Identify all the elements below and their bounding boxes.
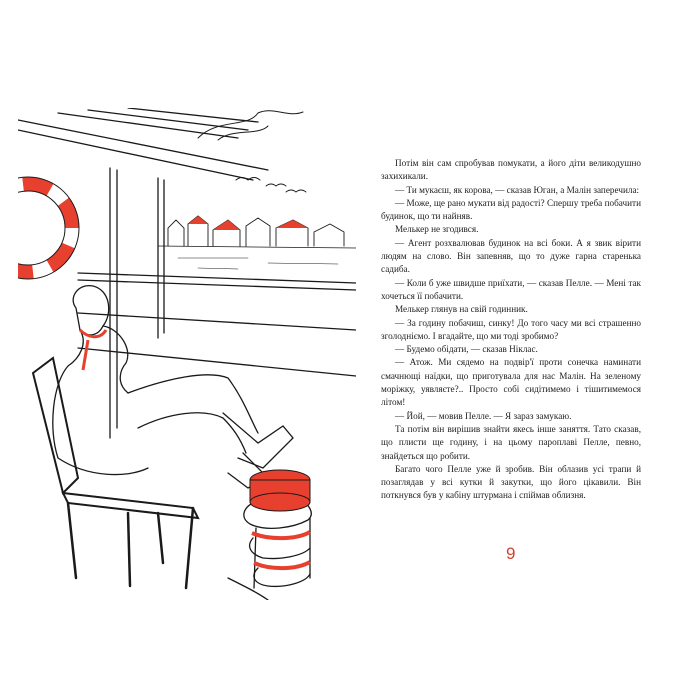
paragraph: Мелькер глянув на свій годинник.	[395, 304, 528, 315]
chair-seat	[63, 493, 198, 518]
paragraph: — Агент розхвалював будинок на всі боки. А я звик вірити людям на слово. Він запевняв, що то дуже гарна старенька садиба.	[381, 237, 641, 275]
paragraph: Мелькер не згодився.	[395, 224, 479, 235]
paragraph: — Будемо обідати, — сказав Ніклас.	[395, 344, 538, 355]
steamboat-deck-drawing	[18, 108, 356, 600]
paragraph: — Йой, — мовив Пелле. — Я зараз замукаю.	[395, 410, 572, 421]
paragraph: — Атож. Ми сядемо на подвір'ї проти сонечка наминати смачнющі наїдки, що приготувала для нас Малін. На зеленому моріжку, уявляєте?.. Просто собі сидітимемо і тішитимемося літом!	[381, 357, 641, 408]
man-torso	[53, 330, 148, 475]
paragraph: — Може, ще рано мукати від радості? Спершу треба побачити будинок, що ти найняв.	[381, 197, 641, 222]
paragraph: Та потім він вирішив знайти якесь інше заняття. Тато сказав, що плисти ще годину, і на цьому пароплаві Пелле, певно, знайдеться що робити.	[381, 423, 641, 461]
man-boots	[223, 413, 293, 468]
page-number: 9	[506, 544, 516, 563]
page-text-body	[381, 157, 641, 503]
paragraph: Потім він сам спробував помукати, а його діти великодушно захихикали.	[381, 158, 641, 182]
paragraph: — Ти мукаєш, як корова, — сказав Юган, а Малін заперечила:	[395, 184, 640, 195]
life-buoy	[18, 177, 79, 279]
paragraph: Багато чого Пелле уже й зробив. Він облазив усі трапи й позаглядав у всі кутки й закутки, що його цікавили. Він поткнувся був у кабіну штурмана і спіймав облизня.	[381, 463, 641, 501]
chair-back	[33, 358, 78, 493]
man-head	[73, 286, 109, 335]
illustration-man-on-steamboat-deck	[18, 108, 356, 600]
red-roofs	[188, 216, 308, 230]
paragraph: — Коли б уже швидше приїхати, — сказав Пелле. — Мені так хочеться її побачити.	[381, 277, 641, 301]
paragraph: — За годину побачиш, синку! До того часу ми всі страшенно зголодніємо. І вгадайте, що ми тоді зробимо?	[381, 317, 641, 341]
